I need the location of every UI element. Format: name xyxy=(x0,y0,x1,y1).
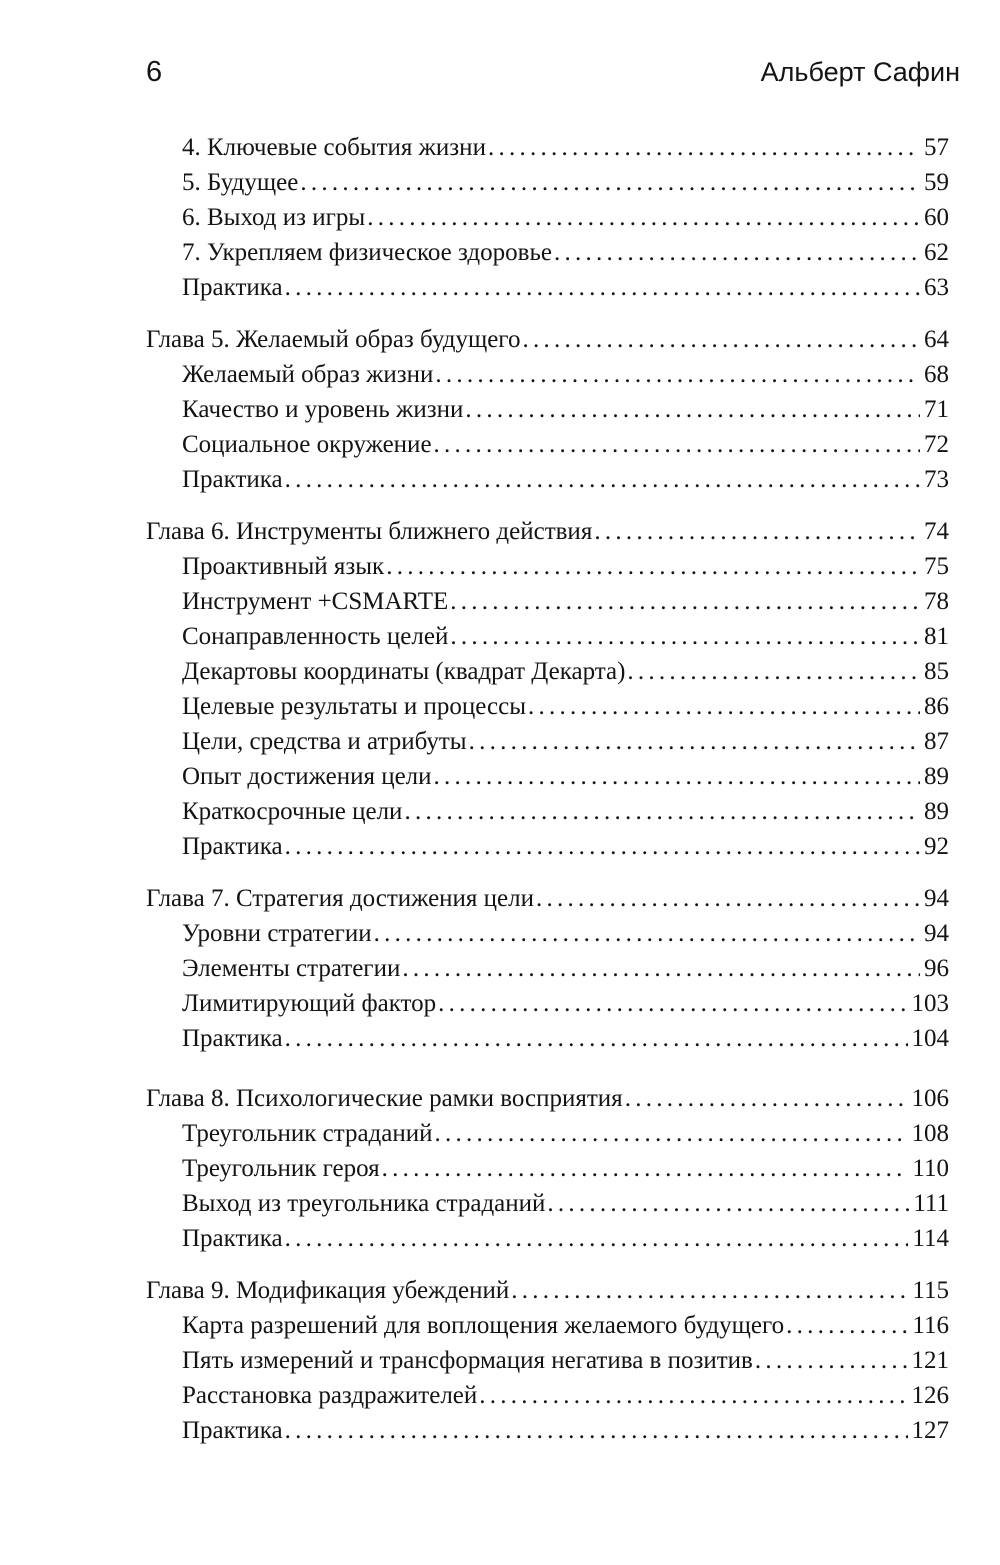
toc-entry-page: 92 xyxy=(924,833,949,860)
dot-leader xyxy=(434,427,920,462)
page-number: 6 xyxy=(146,56,163,88)
toc-entry-title: Практика xyxy=(182,466,283,493)
dot-leader xyxy=(450,619,920,654)
toc-entry xyxy=(182,986,949,1021)
toc-chapter-entry xyxy=(146,881,949,916)
toc-entry xyxy=(182,759,949,794)
dot-leader xyxy=(627,654,920,689)
toc-entry-title: 7. Укрепляем физическое здоровье xyxy=(182,239,552,266)
dot-leader xyxy=(285,462,920,497)
toc-entry-page: 110 xyxy=(912,1155,949,1182)
toc-entry xyxy=(182,724,949,759)
toc-entry xyxy=(182,1221,949,1256)
toc-entry xyxy=(182,584,949,619)
toc-chapter-title: Глава 8. Психологические рамки восприятия xyxy=(146,1085,623,1112)
toc-entry xyxy=(182,130,949,165)
dot-leader xyxy=(547,1186,909,1221)
toc-entry-title: Социальное окружение xyxy=(182,431,432,458)
toc-entry-page: 81 xyxy=(924,623,949,650)
toc-entry xyxy=(182,357,949,392)
toc-entry-title: 4. Ключевые события жизни xyxy=(182,134,486,161)
toc-entry-page: 57 xyxy=(924,134,949,161)
toc-entry-title: Расстановка раздражителей xyxy=(182,1382,478,1409)
toc-entry-page: 63 xyxy=(924,274,949,301)
dot-leader xyxy=(434,759,920,794)
toc-entry-page: 104 xyxy=(911,1025,949,1052)
dot-leader xyxy=(300,165,920,200)
toc-entry xyxy=(182,1343,949,1378)
toc-entry-page: 126 xyxy=(911,1382,949,1409)
toc-entry xyxy=(182,794,949,829)
dot-leader xyxy=(450,584,920,619)
toc-entry-page: 94 xyxy=(924,920,949,947)
toc-entry xyxy=(182,1021,949,1056)
dot-leader xyxy=(435,357,920,392)
toc-entry-title: Практика xyxy=(182,833,283,860)
toc-entry-page: 87 xyxy=(924,728,949,755)
dot-leader xyxy=(285,1221,909,1256)
toc-entry-title: Декартовы координаты (квадрат Декарта) xyxy=(182,658,626,685)
toc-chapter-title: Глава 6. Инструменты ближнего действия xyxy=(146,518,593,545)
toc-entry xyxy=(182,392,949,427)
dot-leader xyxy=(511,1273,908,1308)
toc-entry-title: Уровни стратегии xyxy=(182,920,372,947)
toc-entry-page: 72 xyxy=(924,431,949,458)
dot-leader xyxy=(554,235,920,270)
toc-entry-title: Инструмент +CSMARTE xyxy=(182,588,449,615)
dot-leader xyxy=(404,794,920,829)
dot-leader xyxy=(438,986,907,1021)
dot-leader xyxy=(479,1378,907,1413)
toc-entry-page: 114 xyxy=(912,1225,949,1252)
toc-entry-title: Выход из треугольника страданий xyxy=(182,1190,546,1217)
toc-entry-title: Карта разрешений для воплощения желаемого будущего xyxy=(182,1312,785,1339)
toc-entry-page: 111 xyxy=(913,1190,949,1217)
toc-entry-title: Элементы стратегии xyxy=(182,955,401,982)
toc-chapter-title: Глава 9. Модификация убеждений xyxy=(146,1277,510,1304)
dot-leader xyxy=(382,1151,909,1186)
dot-leader xyxy=(367,200,920,235)
toc-entry-page: 59 xyxy=(924,169,949,196)
toc-entry xyxy=(182,1413,949,1448)
toc-chapter-entry xyxy=(146,322,949,357)
toc-entry xyxy=(182,619,949,654)
toc-entry xyxy=(182,270,949,305)
toc-entry-title: Практика xyxy=(182,274,283,301)
toc-chapter-page: 64 xyxy=(924,326,949,353)
toc-entry-page: 71 xyxy=(924,396,949,423)
toc-entry-title: Проактивный язык xyxy=(182,553,385,580)
toc-entry-page: 62 xyxy=(924,239,949,266)
toc-chapter-title: Глава 5. Желаемый образ будущего xyxy=(146,326,521,353)
toc-entry xyxy=(182,689,949,724)
dot-leader xyxy=(786,1308,908,1343)
toc-entry-page: 68 xyxy=(924,361,949,388)
toc-entry xyxy=(182,200,949,235)
dot-leader xyxy=(435,1116,908,1151)
toc-entry-title: Практика xyxy=(182,1025,283,1052)
toc-entry-page: 121 xyxy=(911,1347,949,1374)
toc-entry-page: 86 xyxy=(924,693,949,720)
toc-entry-title: Треугольник героя xyxy=(182,1155,380,1182)
dot-leader xyxy=(285,1021,908,1056)
toc-chapter-page: 94 xyxy=(924,885,949,912)
dot-leader xyxy=(285,829,920,864)
toc-entry-title: Целевые результаты и процессы xyxy=(182,693,526,720)
toc-entry-title: Практика xyxy=(182,1417,283,1444)
toc-entry-title: Сонаправленность целей xyxy=(182,623,449,650)
toc-entry xyxy=(182,1378,949,1413)
toc-entry-page: 89 xyxy=(924,798,949,825)
toc-chapter-page: 106 xyxy=(911,1085,949,1112)
toc-chapter-entry xyxy=(146,514,949,549)
toc-entry-title: 6. Выход из игры xyxy=(182,204,366,231)
dot-leader xyxy=(402,951,920,986)
toc-entry-title: Желаемый образ жизни xyxy=(182,361,434,388)
toc-entry xyxy=(182,654,949,689)
toc-entry xyxy=(182,1116,949,1151)
toc-entry-page: 78 xyxy=(924,588,949,615)
toc-chapter-page: 74 xyxy=(924,518,949,545)
toc-entry-page: 75 xyxy=(924,553,949,580)
toc-entry xyxy=(182,916,949,951)
toc-entry xyxy=(182,1186,949,1221)
toc-entry-title: Качество и уровень жизни xyxy=(182,396,464,423)
toc-entry-page: 60 xyxy=(924,204,949,231)
toc-entry-title: Опыт достижения цели xyxy=(182,763,432,790)
dot-leader xyxy=(285,1413,908,1448)
toc-entry xyxy=(182,427,949,462)
toc-entry-title: Цели, средства и атрибуты xyxy=(182,728,467,755)
dot-leader xyxy=(755,1343,908,1378)
dot-leader xyxy=(386,549,920,584)
toc-entry-page: 116 xyxy=(912,1312,949,1339)
dot-leader xyxy=(465,392,920,427)
toc-entry xyxy=(182,165,949,200)
toc-entry-title: Треугольник страданий xyxy=(182,1120,433,1147)
toc-entry-page: 96 xyxy=(924,955,949,982)
toc-entry xyxy=(182,549,949,584)
toc-entry-page: 85 xyxy=(924,658,949,685)
dot-leader xyxy=(594,514,920,549)
toc-entry xyxy=(182,462,949,497)
dot-leader xyxy=(488,130,920,165)
toc-entry xyxy=(182,235,949,270)
toc-entry-page: 108 xyxy=(911,1120,949,1147)
toc-chapter-title: Глава 7. Стратегия достижения цели xyxy=(146,885,535,912)
toc-entry-title: Лимитирующий фактор xyxy=(182,990,437,1017)
dot-leader xyxy=(374,916,920,951)
toc-entry-page: 127 xyxy=(911,1417,949,1444)
toc-chapter-entry xyxy=(146,1081,949,1116)
toc-entry-page: 89 xyxy=(924,763,949,790)
toc-chapter-page: 115 xyxy=(912,1277,949,1304)
dot-leader xyxy=(522,322,920,357)
toc-chapter-entry xyxy=(146,1273,949,1308)
toc-entry xyxy=(182,1308,949,1343)
toc-entry-title: Практика xyxy=(182,1225,283,1252)
toc-entry-page: 103 xyxy=(911,990,949,1017)
toc-entry xyxy=(182,829,949,864)
dot-leader xyxy=(285,270,920,305)
toc-entry xyxy=(182,951,949,986)
toc-entry-page: 73 xyxy=(924,466,949,493)
toc-entry-title: Пять измерений и трансформация негатива в позитив xyxy=(182,1347,753,1374)
toc-entry-title: Краткосрочные цели xyxy=(182,798,403,825)
toc-entry xyxy=(182,1151,949,1186)
dot-leader xyxy=(528,689,920,724)
dot-leader xyxy=(469,724,920,759)
toc-entry-title: 5. Будущее xyxy=(182,169,299,196)
dot-leader xyxy=(536,881,920,916)
author-name: Альберт Сафин xyxy=(760,57,960,87)
dot-leader xyxy=(625,1081,908,1116)
